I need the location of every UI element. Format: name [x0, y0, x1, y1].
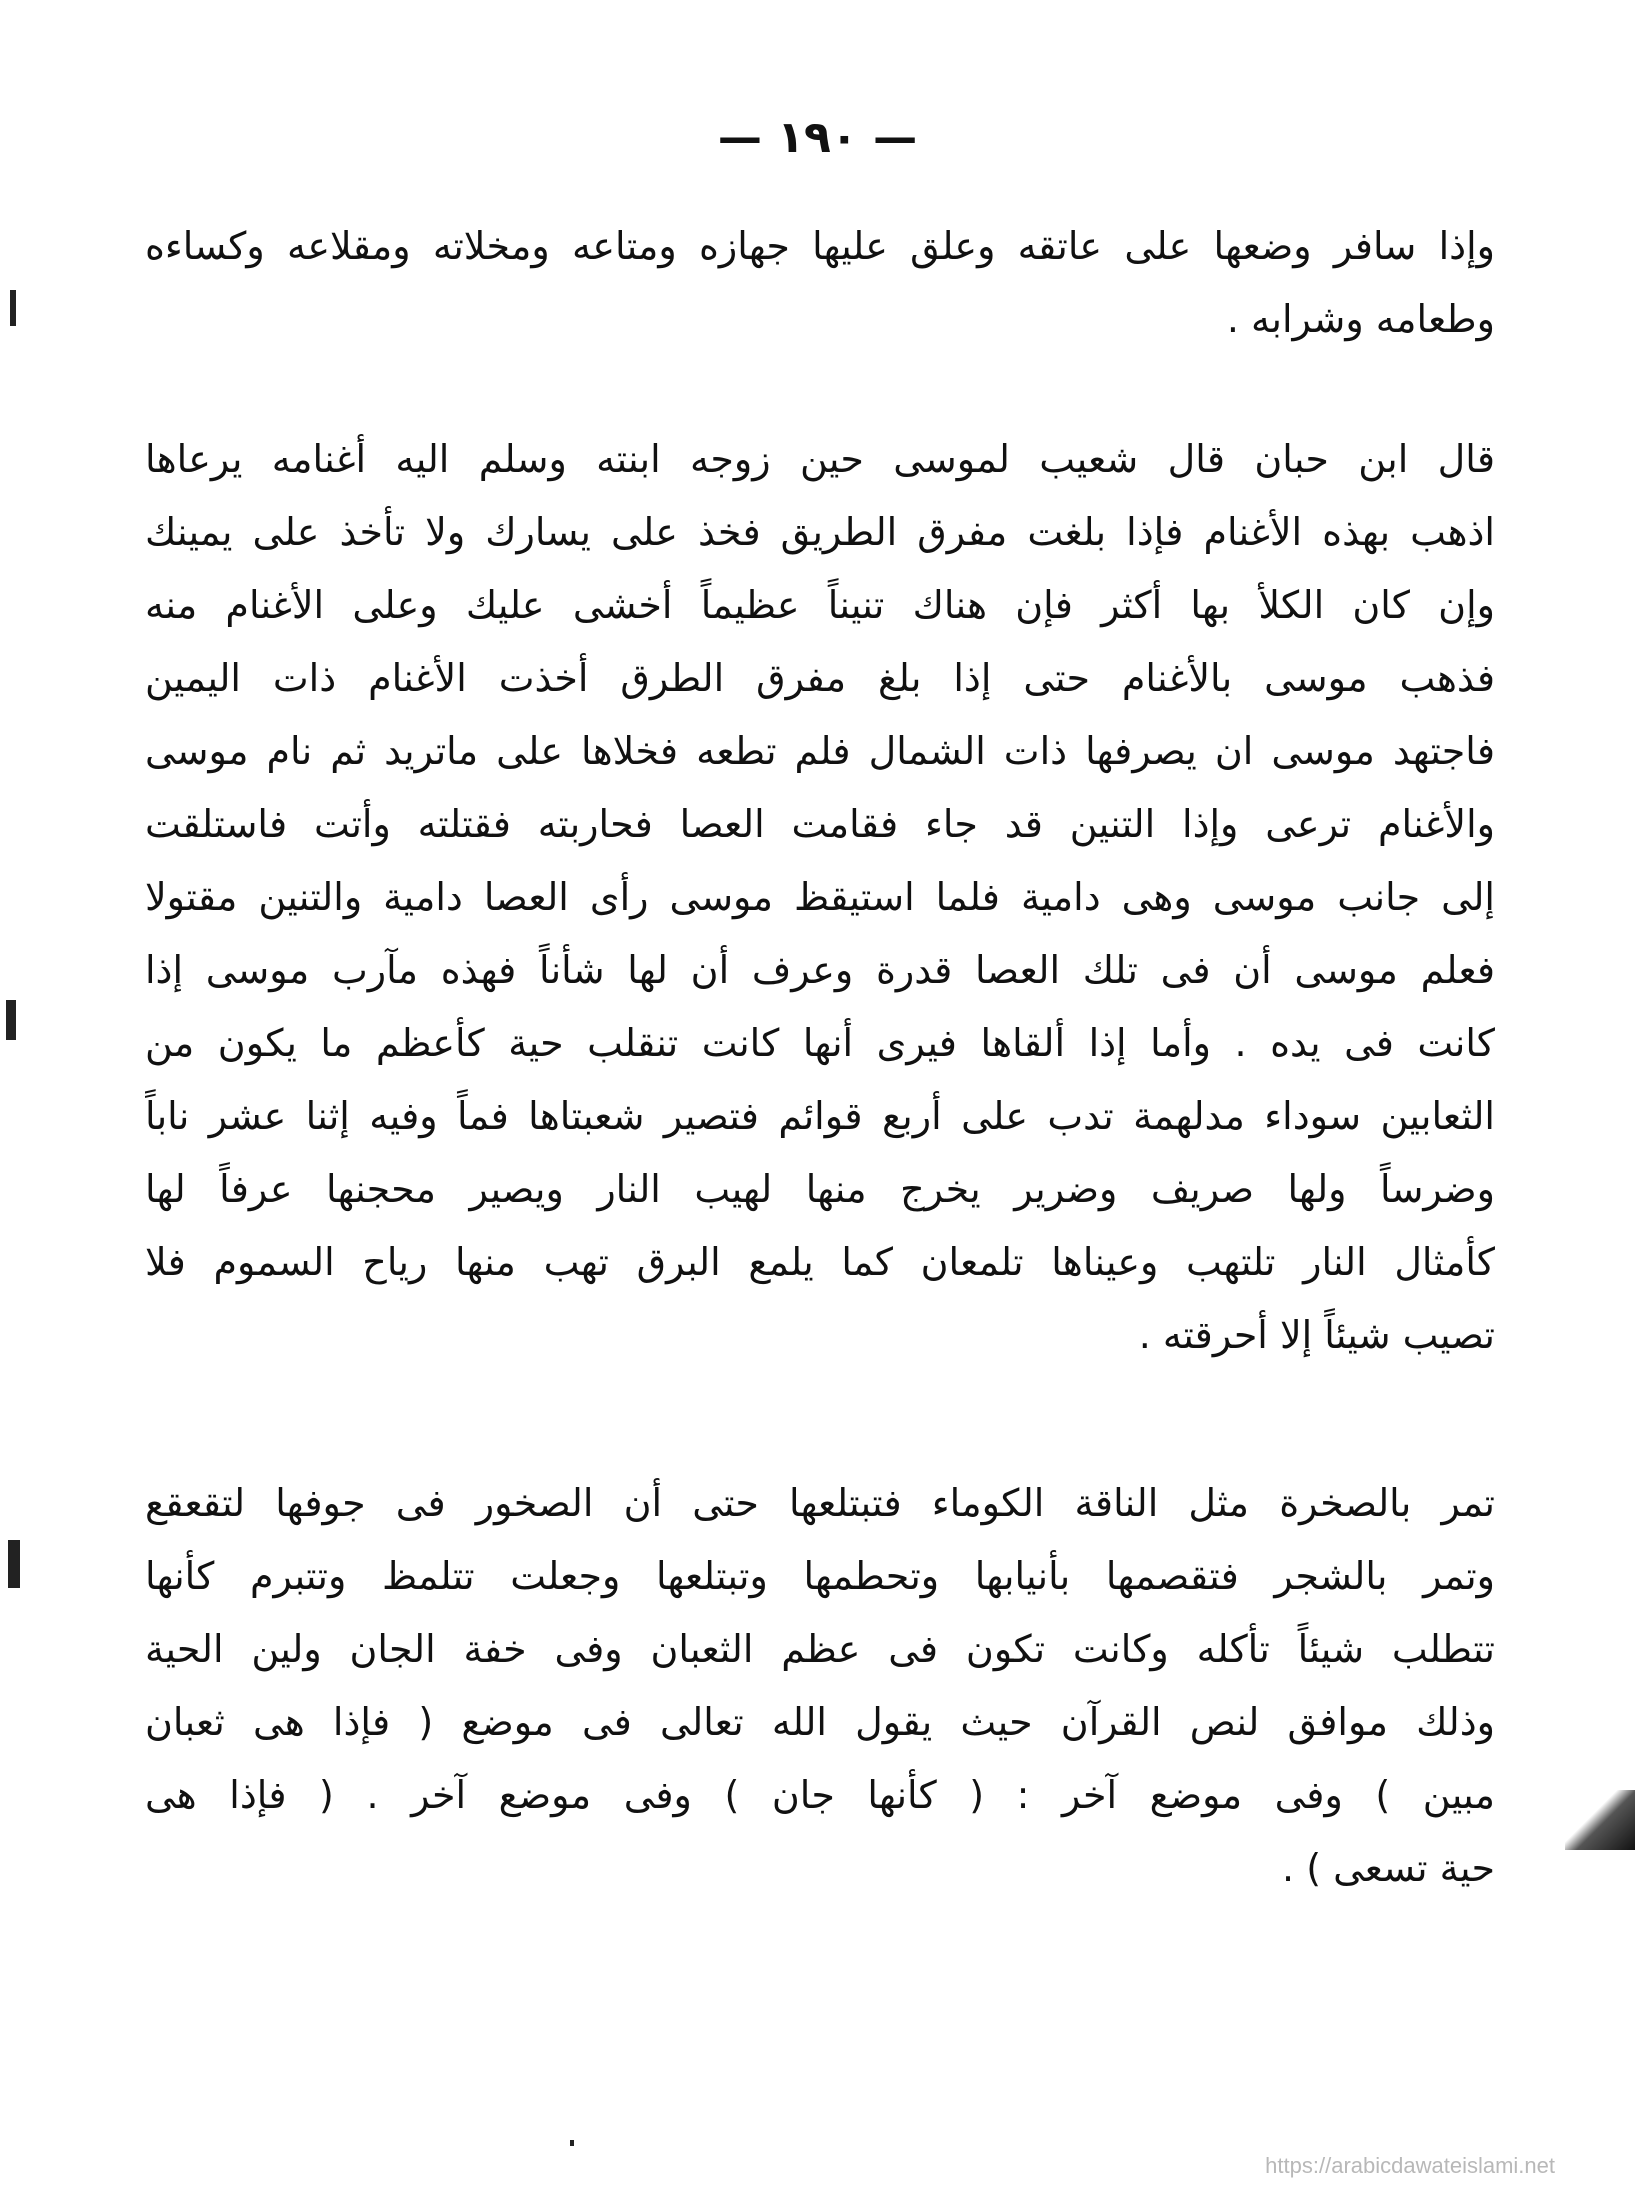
watermark-url: https://arabicdawateislami.net [1265, 2153, 1555, 2178]
text-line: وتمر بالشجر فتقصمها بأنيابها وتحطمها وتبتلعها وجعلت تتلمظ وتتبرم كأنها [145, 1554, 1495, 1598]
text-line: كانت فى يده . وأما إذا ألقاها فيرى أنها كانت تنقلب حية كأعظم ما يكون من [145, 1021, 1495, 1065]
text-line: تتطلب شيئاً تأكله وكانت تكون فى عظم الثعبان وفى خفة الجان ولين الحية [145, 1627, 1495, 1671]
text-line: كأمثال النار تلتهب وعيناها تلمعان كما يلمع البرق تهب منها رياح السموم فلا [145, 1240, 1495, 1284]
text-line: وإذا سافر وضعها على عاتقه وعلق عليها جهازه ومتاعه ومخلاته ومقلاعه وكساءه [145, 224, 1495, 268]
text-line: اذهب بهذه الأغنام فإذا بلغت مفرق الطريق فخذ على يسارك ولا تأخذ على يمينك [145, 510, 1495, 554]
text-line: وذلك موافق لنص القرآن حيث يقول الله تعالى فى موضع ( فإذا هى ثعبان [145, 1700, 1495, 1744]
text-line: الثعابين سوداء مدلهمة تدب على أربع قوائم فتصير شعبتاها فماً وفيه إثنا عشر ناباً [145, 1094, 1495, 1138]
page-number: — ١٩٠ — [717, 112, 918, 163]
text-line: فاجتهد موسى ان يصرفها ذات الشمال فلم تطعه فخلاها على ماتريد ثم نام موسى [145, 729, 1495, 773]
text-line: حية تسعى ) . [1282, 1846, 1495, 1890]
scan-speck [10, 290, 16, 326]
text-line: وإن كان الكلأ بها أكثر فإن هناك تنيناً عظيماً أخشى عليك وعلى الأغنام منه [145, 583, 1495, 627]
text-line: مبين ) وفى موضع آخر : ( كأنها جان ) وفى موضع آخر . ( فإذا هى [145, 1773, 1495, 1817]
text-line: وضرساً ولها صريف وضرير يخرج منها لهيب النار ويصير محجنها عرفاً لها [145, 1167, 1495, 1211]
paragraph-3 [145, 1467, 1495, 1905]
text-line: فعلم موسى أن فى تلك العصا قدرة وعرف أن لها شأناً فهذه مآرب موسى إذا [145, 948, 1495, 992]
text-line: إلى جانب موسى وهى دامية فلما استيقظ موسى رأى العصا دامية والتنين مقتولا [145, 875, 1495, 919]
text-line: والأغنام ترعى وإذا التنين قد جاء فقامت العصا فحاربته فقتلته وأتت فاستلقت [145, 802, 1495, 846]
paragraph-1 [145, 210, 1495, 356]
scan-speck [6, 1000, 16, 1040]
scan-speck [570, 2140, 574, 2146]
text-line: قال ابن حبان قال شعيب لموسى حين زوجه ابنته وسلم اليه أغنامه يرعاها [145, 437, 1495, 481]
scan-speck [8, 1540, 20, 1588]
paragraph-2 [145, 423, 1495, 1372]
text-line: وطعامه وشرابه . [1226, 297, 1495, 341]
text-line: فذهب موسى بالأغنام حتى إذا بلغ مفرق الطرق أخذت الأغنام ذات اليمين [145, 656, 1495, 700]
text-line: تمر بالصخرة مثل الناقة الكوماء فتبتلعها حتى أن الصخور فى جوفها لتقعقع [145, 1481, 1495, 1525]
text-line: تصيب شيئاً إلا أحرقته . [1138, 1313, 1495, 1357]
page-edge-tear [1565, 1790, 1635, 1850]
